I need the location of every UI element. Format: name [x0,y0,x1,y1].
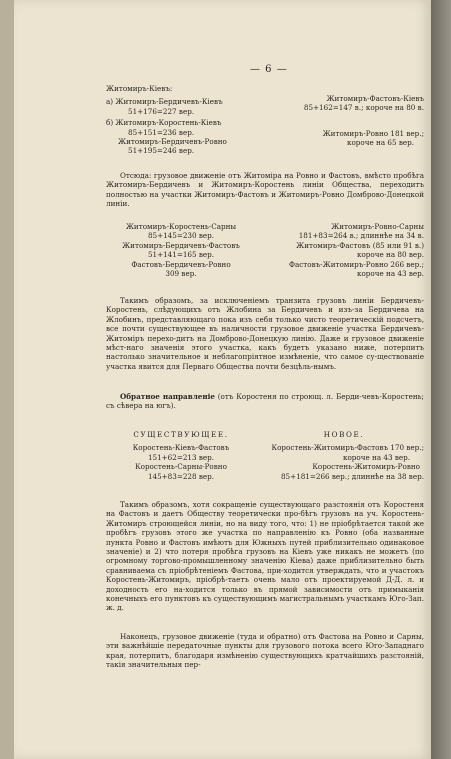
route-distance: 51+195=246 вер. [128,146,195,156]
column-title: НОВОЕ. [323,430,365,439]
route-distance: короче на 65 вер. [346,138,414,148]
route-distance: 309 вер. [165,269,197,279]
route-label: Фастовъ-Житомиръ-Ровно 266 вер.; [288,259,424,269]
route-distance: 51+176=227 вер. [128,106,195,116]
route-label: б) Житомиръ-Коростень-Кіевъ [106,118,222,128]
route-label: Житомиръ-Бердичевъ-Фастовъ [122,240,240,250]
route-distance: 51+141=165 вер. [147,250,215,260]
route-label: Житомиръ-Фастовъ-Кіевъ [326,94,424,103]
previous-page-edge [0,0,14,759]
new-routes [278,94,424,148]
column-title: СУЩЕСТВУЮЩЕЕ. [133,430,229,439]
route-label: Житомиръ-Коростень-Сарны [125,222,237,231]
route-label: Житомиръ-Фастовъ (85 или 91 в.) [296,240,424,250]
route-distance: короче на 43 вер. [356,269,424,279]
paragraph: Такимъ образомъ, хотя сокращеніе существующаго разстоянія отъ Коростеня на Фастовъ и даетъ Обществу теоретически про-бѣгъ грузовъ на уч. Коростень-Житомиръ строющейся линіи, но на виду того, что: 1) не пріобрѣтается такой же пробѣгъ грузовъ этого же участка по направленію къ Ровно (оба названные пункта Ровно и Фастовъ имѣютъ для Южныхъ путей приблизительно одинаковое значеніе) и 2) что потеря пробѣга грузовъ на Кіевъ уже никакъ не можетъ (по огромному торгово-промышленному значенію Кіева) даже приблизительно быть сравниваема съ пріобрѣтеніемъ Фастова, при-ходится утверждать, что и участокъ Коростень-Житомиръ, пріобрѣ-таетъ очень мало отъ проектируемой Д-Д. л. и доходность его на-ходится только въ прямой зависимости отъ примыканія конечныхъ его пунктовъ къ существующимъ магистральнымъ участкамъ Юго-Зап. ж. д. [106,500,424,613]
route-comparison-zhitomir-sarny [106,222,424,284]
section-heading: Обратное направленіе [120,392,215,401]
route-distance: 151+62=213 вер. [147,452,215,462]
existing-routes [106,222,256,278]
route-heading: Житомиръ-Кіевъ: [106,84,173,93]
route-label: Житомиръ-Ровно 181 вер.; [322,128,424,138]
route-distance: короче на 80 вер. [356,250,424,260]
route-label: а) Житомиръ-Бердичевъ-Кіевъ [106,97,223,107]
route-label: Коростень-Житомиръ-Фастовъ 170 вер.; [271,443,424,453]
route-distance: 85+145=230 вер. [147,231,215,241]
route-comparison-zhitomir-kiev [106,84,424,164]
route-label: Житомиръ-Бердичевъ-Ровно [118,137,227,147]
paragraph: Такимъ образомъ, за исключеніемъ транзита грузовъ линіи Бердичевъ-Коростень, слѣдующихъ отъ Жлобина за Бердичевъ и изъ-за Бердичева на Жлобинъ, представляющаго пока изъ себя только чисто теоретическій подсчетъ, все почти существующее въ наличности грузовое движеніе участка Бердичевъ-Житоміръ перехо-дитъ на Домброво-Донецкую линію. Даже и грузовое движеніе мѣст-наго значенія этого участка, какъ будетъ указано ниже, потерпитъ настолько значительное и неблагопріятное измѣненіе, что самое су-ществованіе участка явится для Перваго Общества почти безцѣль-нымъ. [106,296,424,371]
new-routes [272,222,424,278]
existing-routes [106,430,256,481]
new-routes [264,430,424,481]
existing-routes [106,84,271,156]
route-distance: 85+151=236 вер. [128,127,195,137]
route-distance: 145+83=228 вер. [147,471,215,481]
route-distance: 85+162=147 в.; короче на 80 в. [303,103,424,113]
route-comparison-korosten [106,430,424,490]
route-label: Коростень-Житомиръ-Ровно [312,462,420,472]
route-label: Коростень-Сарны-Ровно [135,462,227,472]
route-label: Коростень-Кіевъ-Фастовъ [132,443,230,453]
paragraph: Отсюда: грузовое движеніе отъ Житоміра на Ровно и Фастовъ, вмѣсто пробѣга Житомиръ-Бердичевъ и Житомиръ-Коростень линіи Общества, переходитъ полностью на участки Житомиръ-Фастовъ и Житомиръ-Ровно Домброво-Донецкой линіи. [106,171,424,209]
route-label: Фастовъ-Бердичевъ-Ровно [131,259,231,269]
route-label: Житомиръ-Ровно-Сарны [331,222,424,231]
page-number: — 6 — [250,64,288,75]
route-distance: короче на 43 вер. [342,452,410,462]
section-subheading: (отъ Коростеня по строющ. л. Берди-чевъ-Коростень; съ сѣвера на югъ). [106,392,424,411]
book-edge [431,0,451,759]
paragraph: Наконецъ, грузовое движеніе (туда и обратно) отъ Фастова на Ровно и Сарны, эти важнѣйшіе передаточные пункты для грузового потока всего Юго-Западнаго края, потерпитъ, благодаря измѣненію существующихъ кратчайшихъ разстояній, такія значительныя пер- [106,632,424,670]
paragraph [106,392,424,411]
route-distance: 85+181=266 вер.; длиннѣе на 38 вер. [280,471,424,481]
route-distance: 181+83=264 в.; длиннѣе на 34 в. [298,231,424,241]
